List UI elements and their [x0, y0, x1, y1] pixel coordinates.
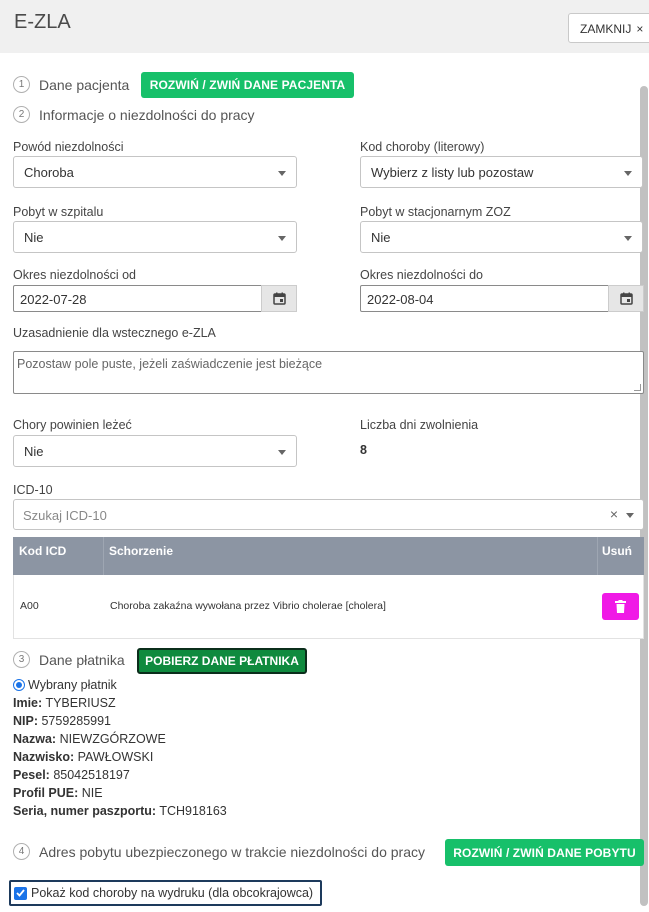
justification-textarea[interactable] — [13, 351, 644, 394]
trash-icon — [615, 600, 626, 613]
date-to-input[interactable]: 2022-08-04 — [360, 285, 609, 312]
payer-last-name — [13, 750, 153, 764]
page-title: E-ZLA — [14, 11, 71, 33]
resize-handle-icon[interactable] — [634, 384, 641, 391]
icd-code-cell: A00 — [20, 600, 39, 612]
check-icon — [16, 889, 25, 897]
calendar-icon — [620, 292, 633, 305]
chevron-down-icon — [278, 450, 286, 455]
close-label: ZAMKNIJ — [580, 22, 632, 36]
reason-value: Choroba — [24, 165, 74, 180]
step-label: Informacje o niezdolności do pracy — [39, 106, 255, 123]
payer-nip — [13, 714, 111, 728]
chevron-down-icon — [278, 236, 286, 241]
chevron-down-icon — [278, 171, 286, 176]
payer-company-name — [13, 732, 166, 746]
toggle-patient-data-button[interactable]: ROZWIŃ / ZWIŃ DANE PACJENTA — [141, 72, 354, 98]
step-stay-address — [13, 843, 425, 860]
close-icon: × — [636, 22, 644, 36]
payer-passport — [13, 804, 227, 818]
selected-payer-label: Wybrany płatnik — [28, 678, 117, 692]
field-key: Nazwisko: — [13, 750, 75, 764]
scrollbar[interactable] — [640, 86, 648, 906]
stationary-value: Nie — [371, 230, 391, 245]
print-disease-code-checkbox[interactable] — [9, 880, 322, 906]
field-key: Pesel: — [13, 768, 50, 782]
date-from-input[interactable]: 2022-07-28 — [13, 285, 262, 312]
close-button[interactable] — [568, 13, 649, 43]
field-value: TCH918163 — [159, 804, 227, 818]
date-to-picker-button[interactable] — [608, 285, 644, 312]
fetch-payer-button[interactable]: POBIERZ DANE PŁATNIKA — [137, 648, 307, 674]
stationary-label: Pobyt w stacjonarnym ZOZ — [360, 205, 511, 219]
hospital-label: Pobyt w szpitalu — [13, 205, 104, 219]
step-label: Adres pobytu ubezpieczonego w trakcie niezdolności do pracy — [39, 843, 426, 860]
column-header-delete: Usuń — [602, 544, 632, 558]
top-bar — [0, 0, 649, 53]
toggle-stay-data-button[interactable]: ROZWIŃ / ZWIŃ DANE POBYTU — [445, 839, 644, 866]
column-header-code: Kod ICD — [19, 544, 67, 558]
print-disease-code-label: Pokaż kod choroby na wydruku (dla obcokrajowca) — [31, 886, 314, 900]
chevron-down-icon — [624, 171, 632, 176]
bedridden-label: Chory powinien leżeć — [13, 418, 132, 432]
reason-label: Powód niezdolności — [13, 140, 124, 154]
field-value: NIEWZGÓRZOWE — [59, 732, 166, 746]
column-divider — [103, 537, 104, 575]
field-value: PAWŁOWSKI — [77, 750, 154, 764]
radio-indicator — [13, 679, 25, 691]
field-value: 85042518197 — [53, 768, 130, 782]
stationary-select[interactable] — [360, 221, 643, 253]
date-from-label: Okres niezdolności od — [13, 268, 136, 282]
step-incapacity-info — [13, 106, 255, 123]
justification-label: Uzasadnienie dla wstecznego e-ZLA — [13, 326, 216, 340]
clear-icon[interactable]: × — [609, 506, 618, 522]
reason-select[interactable] — [13, 156, 297, 188]
days-value: 8 — [360, 443, 367, 457]
icd-disease-cell: Choroba zakaźna wywołana przez Vibrio cholerae [cholera] — [110, 600, 386, 612]
step-payer-data — [13, 651, 125, 668]
step-number: 4 — [13, 843, 30, 860]
column-header-disease: Schorzenie — [109, 544, 174, 558]
field-value: 5759285991 — [41, 714, 112, 728]
column-divider — [597, 537, 598, 575]
hospital-value: Nie — [24, 230, 44, 245]
delete-icd-button[interactable] — [602, 593, 639, 620]
payer-first-name — [13, 696, 116, 710]
chevron-down-icon[interactable] — [626, 513, 634, 518]
field-key: Profil PUE: — [13, 786, 79, 800]
field-key: Nazwa: — [13, 732, 57, 746]
step-label: Dane płatnika — [39, 651, 125, 668]
payer-pesel — [13, 768, 130, 782]
hospital-select[interactable] — [13, 221, 297, 253]
field-key: Imie: — [13, 696, 43, 710]
step-number: 2 — [13, 106, 30, 123]
table-row — [13, 575, 644, 639]
field-key: Seria, numer paszportu: — [13, 804, 157, 818]
date-from-picker-button[interactable] — [261, 285, 297, 312]
date-to-label: Okres niezdolności do — [360, 268, 483, 282]
step-number: 3 — [13, 651, 30, 668]
icd-table-header — [13, 537, 644, 575]
selected-payer-radio[interactable] — [13, 678, 117, 692]
icd-label: ICD-10 — [13, 483, 53, 497]
step-number: 1 — [13, 76, 30, 93]
disease-code-label: Kod choroby (literowy) — [360, 140, 485, 154]
days-label: Liczba dni zwolnienia — [360, 418, 479, 432]
icd-search-input[interactable] — [13, 499, 644, 530]
chevron-down-icon — [624, 236, 632, 241]
disease-code-value: Wybierz z listy lub pozostaw — [371, 165, 534, 180]
field-value: TYBERIUSZ — [45, 696, 116, 710]
field-key: NIP: — [13, 714, 38, 728]
step-label: Dane pacjenta — [39, 76, 130, 93]
bedridden-value: Nie — [24, 444, 44, 459]
calendar-icon — [273, 292, 286, 305]
field-value: NIE — [81, 786, 103, 800]
bedridden-select[interactable] — [13, 435, 297, 467]
disease-code-select[interactable] — [360, 156, 643, 188]
checkbox-indicator — [14, 887, 27, 900]
step-patient-data — [13, 76, 129, 93]
payer-pue-profile — [13, 786, 103, 800]
icd-search-placeholder: Szukaj ICD-10 — [23, 508, 107, 523]
justification-placeholder: Pozostaw pole puste, jeżeli zaświadczenie jest bieżące — [17, 357, 323, 371]
